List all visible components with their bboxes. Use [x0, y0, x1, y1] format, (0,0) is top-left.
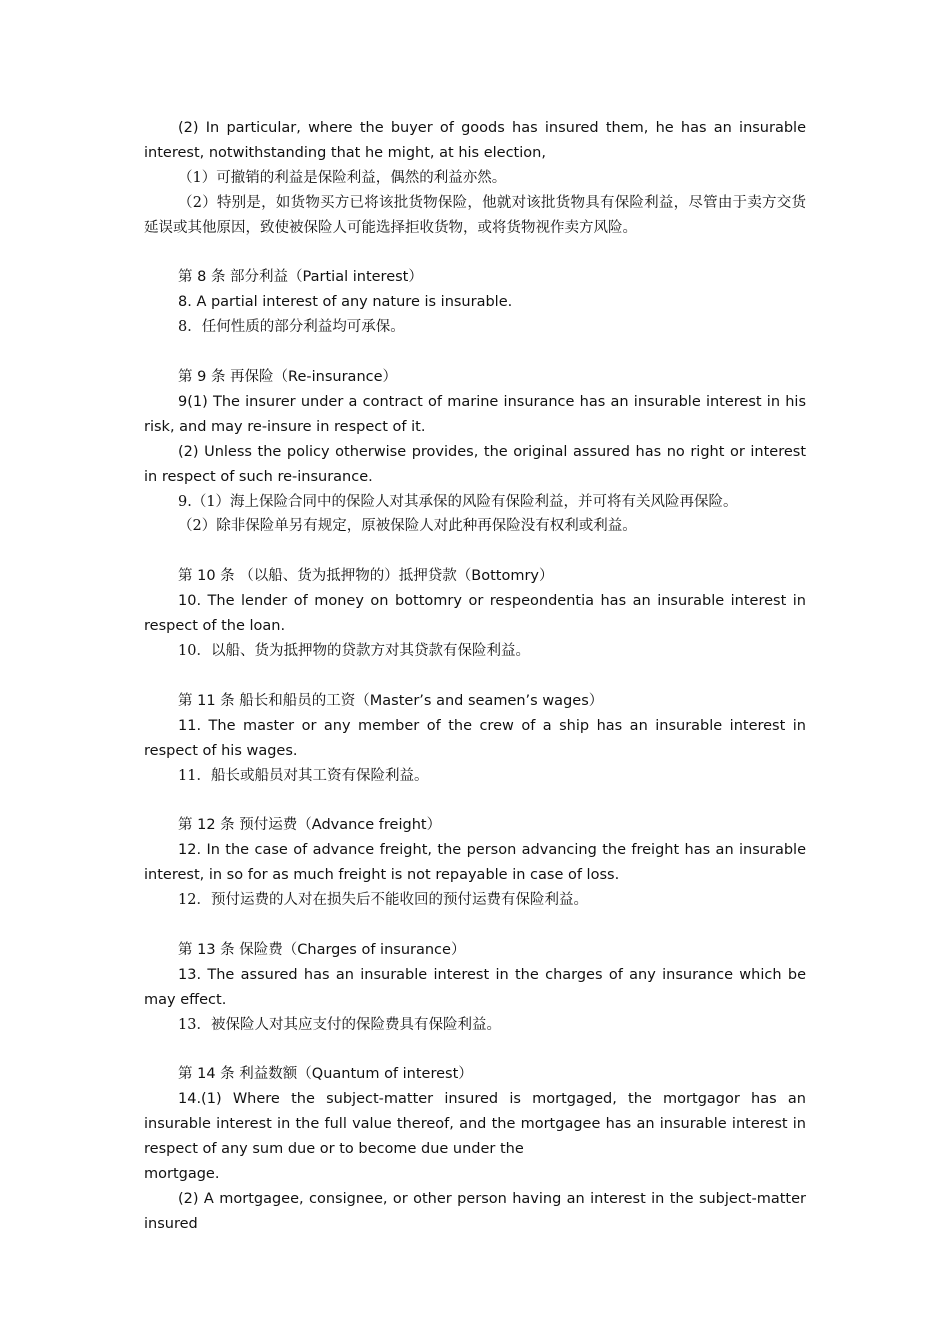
spacer [144, 539, 806, 564]
section-heading-13: 第 13 条 保险费（Charges of insurance） [178, 941, 466, 958]
paragraph: 13. The assured has an insurable interest in the charges of any insurance which be may effect. [144, 966, 806, 1008]
paragraph: 14.(1) Where the subject-matter insured is mortgaged, the mortgagor has an insurable interest in the full value thereof, and the mortgagee has an insurable interest in respect of any sum due or to become due under the [144, 1091, 806, 1158]
section-heading-14: 第 14 条 利益数额（Quantum of interest） [178, 1066, 473, 1083]
paragraph-zh: 13．被保险人对其应支付的保险费具有保险利益。 [178, 1016, 501, 1033]
paragraph-zh: 8．任何性质的部分利益均可承保。 [178, 319, 405, 336]
paragraph: 11. The master or any member of the crew of a ship has an insurable interest in respect of his wages. [144, 717, 806, 759]
paragraph: 8. A partial interest of any nature is insurable. [178, 294, 513, 311]
paragraph-zh: 9.（1）海上保险合同中的保险人对其承保的风险有保险利益，并可将有关风险再保险。 [178, 493, 738, 510]
spacer [144, 241, 806, 266]
paragraph: (2) In particular, where the buyer of goods has insured them, he has an insurable interest, notwithstanding that he might, at his election, [144, 120, 806, 161]
section-heading-10: 第 10 条 （以船、货为抵押物的）抵押贷款（Bottomry） [178, 568, 554, 585]
paragraph-zh: 11．船长或船员对其工资有保险利益。 [178, 767, 429, 784]
section-heading-11: 第 11 条 船长和船员的工资（Master’s and seamen’s wages） [178, 692, 604, 709]
paragraph-zh: （2）特别是，如货物买方已将该批货物保险，他就对该批货物具有保险利益，尽管由于卖方交货延误或其他原因，致使被保险人可能选择拒收货物，或将货物视作卖方风险。 [144, 194, 806, 236]
paragraph: 12. In the case of advance freight, the person advancing the freight has an insurable interest, in so for as much freight is not repayable in case of loss. [144, 842, 806, 884]
section-heading-9: 第 9 条 再保险（Re-insurance） [178, 369, 398, 386]
section-heading-12: 第 12 条 预付运费（Advance freight） [178, 817, 442, 834]
document-page [144, 116, 806, 1237]
paragraph-continuation: mortgage. [144, 1165, 220, 1182]
paragraph-zh: （2）除非保险单另有规定，原被保险人对此种再保险没有权利或利益。 [178, 518, 637, 535]
paragraph-zh: 10．以船、货为抵押物的贷款方对其贷款有保险利益。 [178, 642, 530, 659]
paragraph: (2) A mortgagee, consignee, or other person having an interest in the subject-matter insured [144, 1190, 806, 1232]
paragraph-zh: 12．预付运费的人对在损失后不能收回的预付运费有保险利益。 [178, 892, 588, 909]
spacer [144, 340, 806, 365]
paragraph: 10. The lender of money on bottomry or respeondentia has an insurable interest in respect of the loan. [144, 593, 806, 635]
spacer [144, 913, 806, 938]
section-heading-8: 第 8 条 部分利益（Partial interest） [178, 269, 423, 286]
spacer [144, 788, 806, 813]
spacer [144, 664, 806, 689]
paragraph-zh: （1）可撤销的利益是保险利益，偶然的利益亦然。 [178, 169, 507, 186]
paragraph: 9(1) The insurer under a contract of marine insurance has an insurable interest in his risk, and may re-insure in respect of it. [144, 393, 806, 435]
spacer [144, 1037, 806, 1062]
paragraph: (2) Unless the policy otherwise provides, the original assured has no right or interest in respect of such re-insurance. [144, 443, 806, 485]
